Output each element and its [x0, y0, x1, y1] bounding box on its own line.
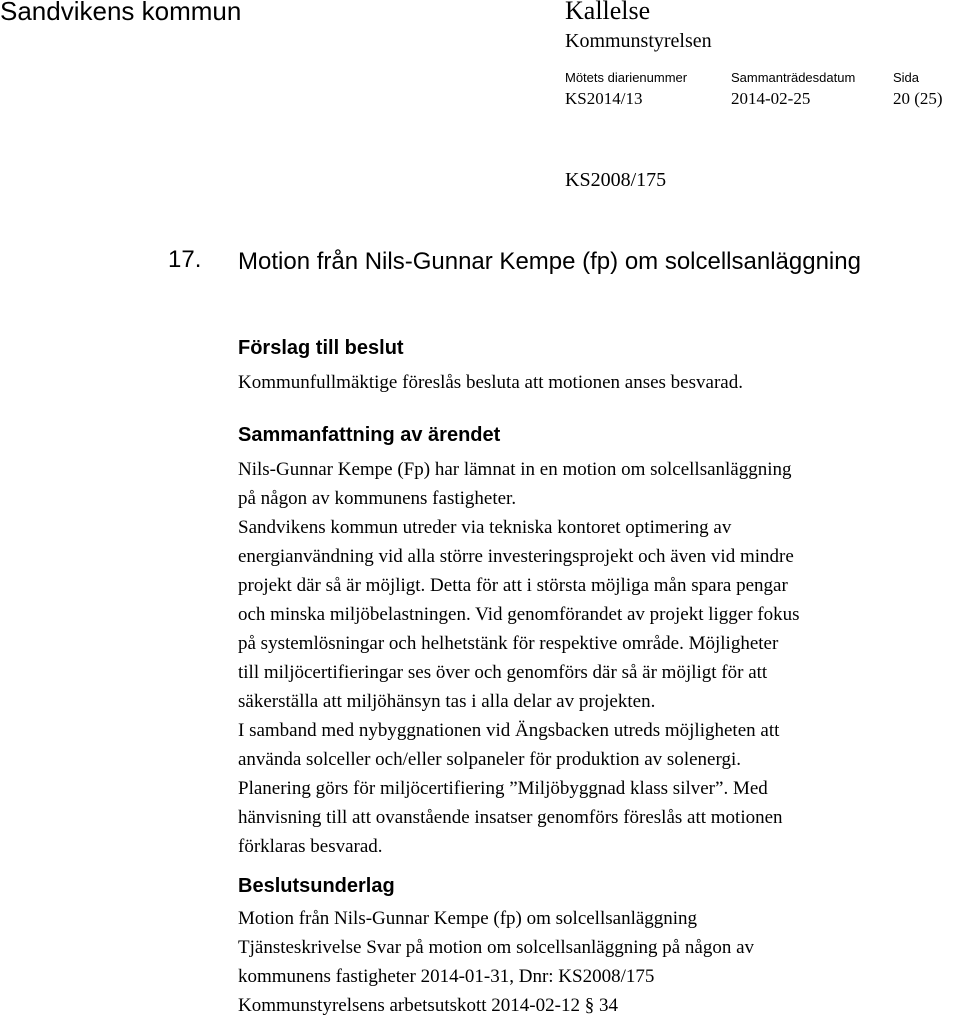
- text-line: Planering görs för miljöcertifiering ”Miljöbyggnad klass silver”. Med: [238, 778, 768, 799]
- text-line: Nils-Gunnar Kempe (Fp) har lämnat in en motion om solcellsanläggning: [238, 459, 792, 480]
- item-title: Motion från Nils-Gunnar Kempe (fp) om solcellsanläggning: [238, 248, 861, 275]
- summary-heading: Sammanfattning av ärendet: [238, 424, 501, 446]
- text-line: använda solceller och/eller solpaneler för produktion av solenergi.: [238, 749, 741, 770]
- meeting-diary-number: KS2014/13: [565, 89, 643, 108]
- meeting-date: 2014-02-25: [731, 89, 811, 108]
- proposal-text: [238, 368, 960, 397]
- text-line: projekt där så är möjligt. Detta för att i största möjliga mån spara pengar: [238, 575, 788, 596]
- item-number: 17.: [168, 246, 202, 273]
- proposal-heading: Förslag till beslut: [238, 337, 404, 359]
- text-line: på systemlösningar och helhetstänk för respektive område. Möjligheter: [238, 633, 779, 654]
- text-line: säkerställa att miljöhänsyn tas i alla delar av projekten.: [238, 691, 656, 712]
- summary-text: [238, 455, 960, 861]
- text-line: Kommunfullmäktige föreslås besluta att motionen anses besvarad.: [238, 372, 743, 393]
- basis-item: Kommunstyrelsens arbetsutskott 2014-02-12 § 34: [238, 995, 618, 1016]
- basis-item: kommunens fastigheter 2014-01-31, Dnr: KS2008/175: [238, 966, 655, 987]
- text-line: på någon av kommunens fastigheter.: [238, 488, 517, 509]
- text-line: I samband med nybyggnationen vid Ängsbacken utreds möjligheten att: [238, 720, 780, 741]
- decision-basis-list: [238, 904, 960, 1020]
- meeting-date-label: Sammanträdesdatum: [731, 70, 856, 85]
- meeting-diary-number-label: Mötets diarienummer: [565, 70, 688, 85]
- decision-basis-heading: Beslutsunderlag: [238, 875, 395, 897]
- text-line: hänvisning till att ovanstående insatser genomförs föreslås att motionen: [238, 807, 783, 828]
- text-line: energianvändning vid alla större investeringsprojekt och även vid mindre: [238, 546, 794, 567]
- document-type: Kallelse: [565, 0, 651, 25]
- organization-name: Sandvikens kommun: [0, 0, 242, 26]
- committee-name: Kommunstyrelsen: [565, 30, 712, 52]
- text-line: Sandvikens kommun utreder via tekniska kontoret optimering av: [238, 517, 732, 538]
- basis-item: Motion från Nils-Gunnar Kempe (fp) om solcellsanläggning: [238, 908, 698, 929]
- basis-item: Tjänsteskrivelse Svar på motion om solcellsanläggning på någon av: [238, 937, 755, 958]
- text-line: och minska miljöbelastningen. Vid genomförandet av projekt ligger fokus: [238, 604, 800, 625]
- page-label: Sida: [893, 70, 920, 85]
- page-number: 20 (25): [893, 89, 943, 108]
- text-line: förklaras besvarad.: [238, 836, 383, 857]
- text-line: till miljöcertifieringar ses över och genomförs där så är möjligt för att: [238, 662, 768, 683]
- case-reference: KS2008/175: [565, 169, 667, 191]
